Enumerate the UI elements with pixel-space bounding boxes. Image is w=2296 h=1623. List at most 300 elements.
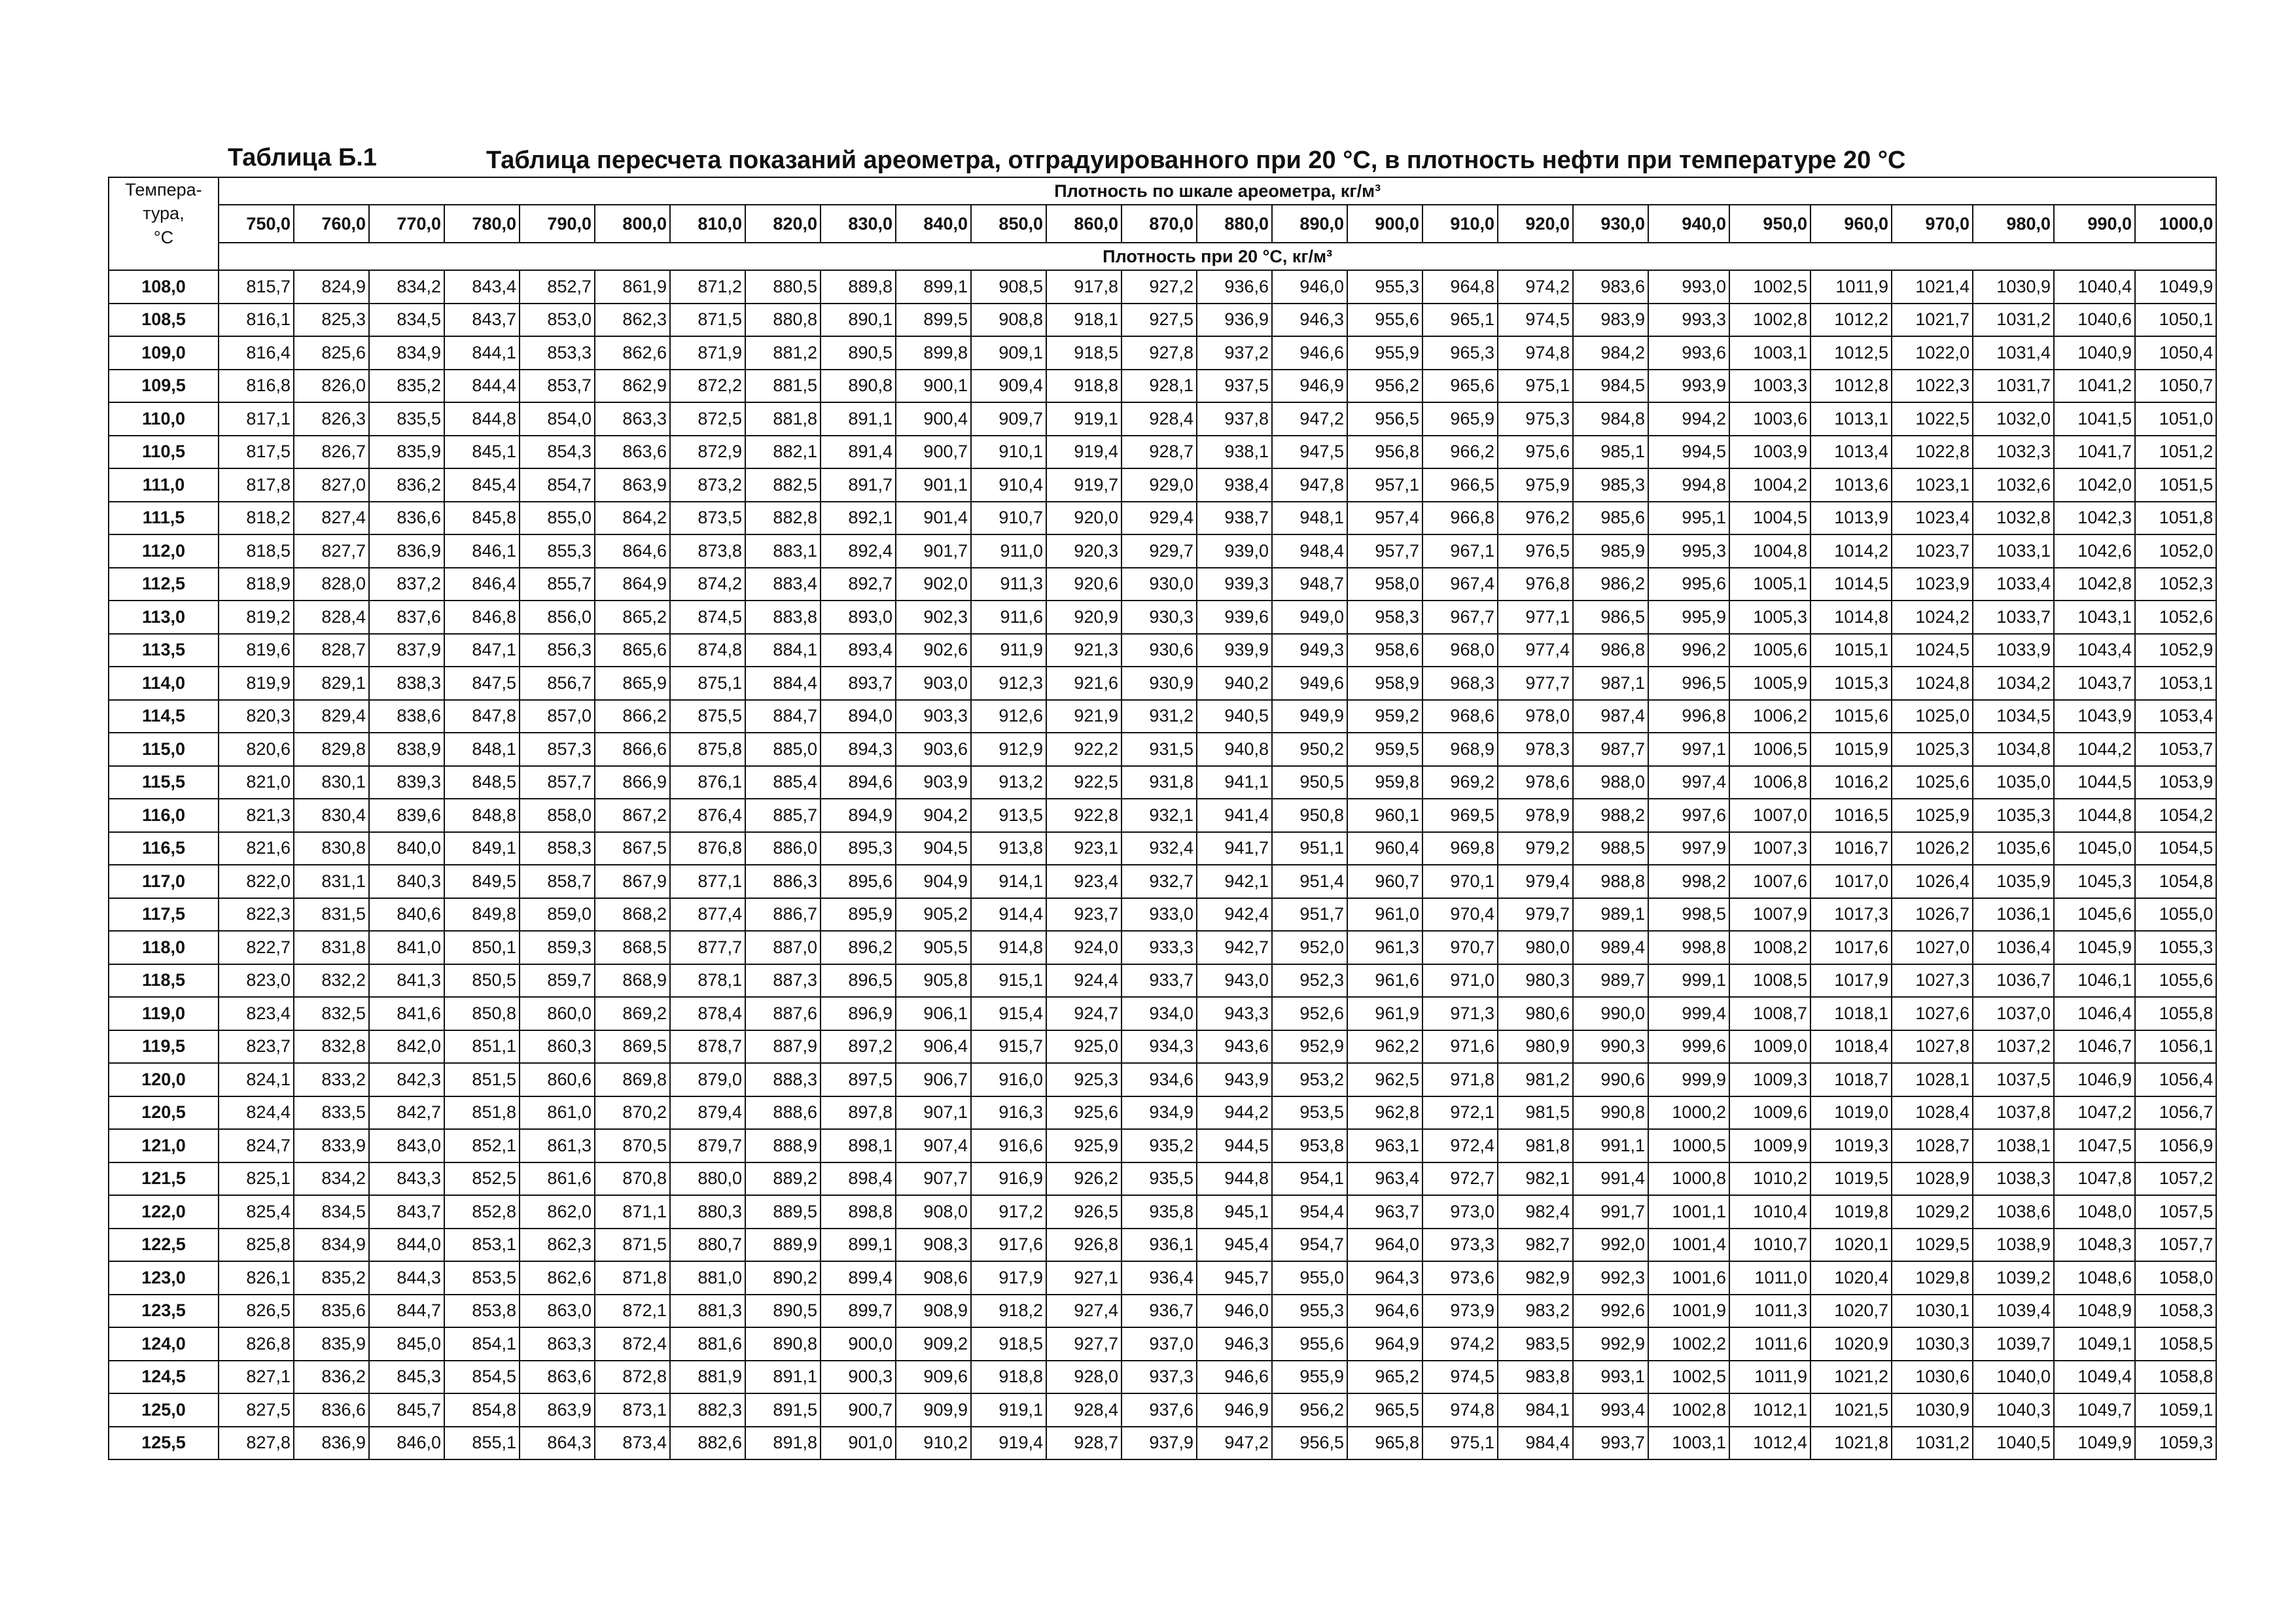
density-value-cell: 907,1 bbox=[896, 1096, 971, 1130]
density-value-cell: 979,7 bbox=[1498, 898, 1573, 932]
density-value-cell: 854,5 bbox=[444, 1361, 520, 1394]
density-value-cell: 1039,4 bbox=[1973, 1295, 2054, 1328]
density-value-cell: 842,3 bbox=[369, 1063, 444, 1096]
density-value-cell: 873,1 bbox=[595, 1393, 670, 1427]
density-value-cell: 950,2 bbox=[1272, 733, 1347, 766]
temperature-cell: 120,0 bbox=[109, 1063, 219, 1096]
density-value-cell: 832,5 bbox=[294, 997, 369, 1030]
density-value-cell: 1051,2 bbox=[2135, 436, 2216, 469]
density-value-cell: 816,8 bbox=[219, 370, 294, 403]
density-value-cell: 817,8 bbox=[219, 468, 294, 502]
density-value-cell: 881,2 bbox=[745, 336, 821, 370]
density-value-cell: 828,0 bbox=[294, 568, 369, 601]
density-value-cell: 933,3 bbox=[1122, 931, 1197, 964]
density-value-cell: 993,3 bbox=[1648, 304, 1729, 337]
density-value-cell: 1020,7 bbox=[1810, 1295, 1892, 1328]
density-value-cell: 1053,7 bbox=[2135, 733, 2216, 766]
density-value-cell: 927,8 bbox=[1122, 336, 1197, 370]
density-value-cell: 1049,7 bbox=[2054, 1393, 2135, 1427]
density-value-cell: 918,2 bbox=[971, 1295, 1046, 1328]
density-value-cell: 918,1 bbox=[1046, 304, 1122, 337]
temperature-cell: 123,5 bbox=[109, 1295, 219, 1328]
density-column-header: 790,0 bbox=[520, 205, 595, 243]
density-value-cell: 882,8 bbox=[745, 502, 821, 535]
density-value-cell: 837,9 bbox=[369, 634, 444, 667]
density-value-cell: 872,2 bbox=[670, 370, 745, 403]
density-value-cell: 829,8 bbox=[294, 733, 369, 766]
density-value-cell: 912,9 bbox=[971, 733, 1046, 766]
density-value-cell: 959,8 bbox=[1347, 766, 1422, 799]
density-value-cell: 1035,6 bbox=[1973, 832, 2054, 865]
density-value-cell: 963,4 bbox=[1347, 1162, 1422, 1196]
density-value-cell: 953,8 bbox=[1272, 1129, 1347, 1162]
density-value-cell: 948,4 bbox=[1272, 534, 1347, 568]
density-value-cell: 1011,0 bbox=[1729, 1261, 1810, 1295]
density-value-cell: 960,4 bbox=[1347, 832, 1422, 865]
density-value-cell: 836,6 bbox=[294, 1393, 369, 1427]
density-value-cell: 956,5 bbox=[1347, 402, 1422, 436]
density-value-cell: 873,5 bbox=[670, 502, 745, 535]
density-value-cell: 863,3 bbox=[595, 402, 670, 436]
density-value-cell: 994,2 bbox=[1648, 402, 1729, 436]
density-value-cell: 947,2 bbox=[1197, 1427, 1272, 1460]
density-value-cell: 965,3 bbox=[1422, 336, 1498, 370]
density-value-cell: 892,7 bbox=[821, 568, 896, 601]
table-row bbox=[109, 402, 2216, 436]
density-value-cell: 904,5 bbox=[896, 832, 971, 865]
density-value-cell: 927,4 bbox=[1046, 1295, 1122, 1328]
density-value-cell: 844,1 bbox=[444, 336, 520, 370]
density-value-cell: 1009,9 bbox=[1729, 1129, 1810, 1162]
density-value-cell: 830,1 bbox=[294, 766, 369, 799]
density-value-cell: 889,5 bbox=[745, 1195, 821, 1229]
density-value-cell: 937,0 bbox=[1122, 1327, 1197, 1361]
density-value-cell: 1035,9 bbox=[1973, 865, 2054, 898]
density-value-cell: 920,0 bbox=[1046, 502, 1122, 535]
density-column-header: 900,0 bbox=[1347, 205, 1422, 243]
density-value-cell: 915,1 bbox=[971, 964, 1046, 998]
density-value-cell: 1028,1 bbox=[1892, 1063, 1973, 1096]
density-value-cell: 898,4 bbox=[821, 1162, 896, 1196]
density-value-cell: 908,6 bbox=[896, 1261, 971, 1295]
density-value-cell: 862,6 bbox=[595, 336, 670, 370]
density-column-header: 970,0 bbox=[1892, 205, 1973, 243]
density-column-header: 980,0 bbox=[1973, 205, 2054, 243]
density-value-cell: 936,4 bbox=[1122, 1261, 1197, 1295]
density-value-cell: 987,1 bbox=[1573, 667, 1648, 700]
density-value-cell: 943,3 bbox=[1197, 997, 1272, 1030]
density-value-cell: 852,7 bbox=[520, 270, 595, 304]
density-column-header: 870,0 bbox=[1122, 205, 1197, 243]
density-value-cell: 949,9 bbox=[1272, 700, 1347, 733]
density-value-cell: 946,9 bbox=[1272, 370, 1347, 403]
density-at-20-header: Плотность при 20 °С, кг/м³ bbox=[219, 243, 2216, 270]
density-value-cell: 910,7 bbox=[971, 502, 1046, 535]
density-value-cell: 863,9 bbox=[595, 468, 670, 502]
table-row bbox=[109, 1195, 2216, 1229]
temperature-cell: 108,5 bbox=[109, 304, 219, 337]
density-value-cell: 964,3 bbox=[1347, 1261, 1422, 1295]
density-value-cell: 928,4 bbox=[1046, 1393, 1122, 1427]
density-value-cell: 920,3 bbox=[1046, 534, 1122, 568]
density-value-cell: 976,8 bbox=[1498, 568, 1573, 601]
density-value-cell: 863,6 bbox=[595, 436, 670, 469]
density-value-cell: 893,0 bbox=[821, 601, 896, 634]
density-value-cell: 926,2 bbox=[1046, 1162, 1122, 1196]
density-value-cell: 1055,6 bbox=[2135, 964, 2216, 998]
density-value-cell: 901,1 bbox=[896, 468, 971, 502]
density-value-cell: 895,6 bbox=[821, 865, 896, 898]
density-value-cell: 932,4 bbox=[1122, 832, 1197, 865]
density-value-cell: 1056,9 bbox=[2135, 1129, 2216, 1162]
density-value-cell: 843,7 bbox=[369, 1195, 444, 1229]
density-value-cell: 938,4 bbox=[1197, 468, 1272, 502]
density-value-cell: 1009,6 bbox=[1729, 1096, 1810, 1130]
density-column-header: 840,0 bbox=[896, 205, 971, 243]
density-value-cell: 835,2 bbox=[369, 370, 444, 403]
density-value-cell: 946,9 bbox=[1197, 1393, 1272, 1427]
density-value-cell: 876,1 bbox=[670, 766, 745, 799]
table-row bbox=[109, 304, 2216, 337]
density-value-cell: 877,7 bbox=[670, 931, 745, 964]
table-row bbox=[109, 1361, 2216, 1394]
density-value-cell: 841,3 bbox=[369, 964, 444, 998]
table-row bbox=[109, 997, 2216, 1030]
density-value-cell: 957,7 bbox=[1347, 534, 1422, 568]
density-value-cell: 964,6 bbox=[1347, 1295, 1422, 1328]
density-value-cell: 852,8 bbox=[444, 1195, 520, 1229]
density-value-cell: 1027,8 bbox=[1892, 1030, 1973, 1064]
density-value-cell: 1011,9 bbox=[1729, 1361, 1810, 1394]
density-value-cell: 988,8 bbox=[1573, 865, 1648, 898]
density-value-cell: 961,6 bbox=[1347, 964, 1422, 998]
density-value-cell: 951,1 bbox=[1272, 832, 1347, 865]
density-value-cell: 871,2 bbox=[670, 270, 745, 304]
density-value-cell: 833,5 bbox=[294, 1096, 369, 1130]
density-value-cell: 826,7 bbox=[294, 436, 369, 469]
density-value-cell: 1037,5 bbox=[1973, 1063, 2054, 1096]
density-value-cell: 999,1 bbox=[1648, 964, 1729, 998]
density-value-cell: 1020,1 bbox=[1810, 1229, 1892, 1262]
density-value-cell: 936,7 bbox=[1122, 1295, 1197, 1328]
density-value-cell: 893,4 bbox=[821, 634, 896, 667]
density-value-cell: 999,4 bbox=[1648, 997, 1729, 1030]
density-value-cell: 909,2 bbox=[896, 1327, 971, 1361]
density-value-cell: 911,3 bbox=[971, 568, 1046, 601]
density-value-cell: 906,7 bbox=[896, 1063, 971, 1096]
density-value-cell: 844,8 bbox=[444, 402, 520, 436]
density-value-cell: 837,2 bbox=[369, 568, 444, 601]
density-value-cell: 1002,5 bbox=[1729, 270, 1810, 304]
density-value-cell: 951,4 bbox=[1272, 865, 1347, 898]
density-value-cell: 917,6 bbox=[971, 1229, 1046, 1262]
density-value-cell: 910,2 bbox=[896, 1427, 971, 1460]
density-value-cell: 848,8 bbox=[444, 799, 520, 832]
density-value-cell: 890,8 bbox=[821, 370, 896, 403]
density-value-cell: 975,6 bbox=[1498, 436, 1573, 469]
density-value-cell: 850,8 bbox=[444, 997, 520, 1030]
density-value-cell: 1007,9 bbox=[1729, 898, 1810, 932]
density-value-cell: 838,9 bbox=[369, 733, 444, 766]
density-value-cell: 977,1 bbox=[1498, 601, 1573, 634]
density-value-cell: 864,2 bbox=[595, 502, 670, 535]
density-value-cell: 1016,5 bbox=[1810, 799, 1892, 832]
density-value-cell: 997,9 bbox=[1648, 832, 1729, 865]
temperature-cell: 117,5 bbox=[109, 898, 219, 932]
density-value-cell: 912,3 bbox=[971, 667, 1046, 700]
density-value-cell: 833,9 bbox=[294, 1129, 369, 1162]
density-value-cell: 961,9 bbox=[1347, 997, 1422, 1030]
density-value-cell: 927,2 bbox=[1122, 270, 1197, 304]
temperature-cell: 110,0 bbox=[109, 402, 219, 436]
density-value-cell: 897,2 bbox=[821, 1030, 896, 1064]
density-value-cell: 1001,4 bbox=[1648, 1229, 1729, 1262]
density-value-cell: 845,8 bbox=[444, 502, 520, 535]
density-value-cell: 852,1 bbox=[444, 1129, 520, 1162]
density-value-cell: 1027,0 bbox=[1892, 931, 1973, 964]
density-value-cell: 846,1 bbox=[444, 534, 520, 568]
density-value-cell: 849,5 bbox=[444, 865, 520, 898]
density-value-cell: 962,2 bbox=[1347, 1030, 1422, 1064]
density-value-cell: 1054,5 bbox=[2135, 832, 2216, 865]
density-value-cell: 891,1 bbox=[745, 1361, 821, 1394]
density-value-cell: 827,7 bbox=[294, 534, 369, 568]
density-value-cell: 975,1 bbox=[1498, 370, 1573, 403]
density-value-cell: 825,1 bbox=[219, 1162, 294, 1196]
density-value-cell: 822,3 bbox=[219, 898, 294, 932]
density-value-cell: 1027,6 bbox=[1892, 997, 1973, 1030]
density-value-cell: 831,1 bbox=[294, 865, 369, 898]
table-row bbox=[109, 601, 2216, 634]
density-value-cell: 903,9 bbox=[896, 766, 971, 799]
table-row bbox=[109, 370, 2216, 403]
density-value-cell: 863,6 bbox=[520, 1361, 595, 1394]
density-value-cell: 1038,1 bbox=[1973, 1129, 2054, 1162]
density-value-cell: 1044,5 bbox=[2054, 766, 2135, 799]
density-value-cell: 874,5 bbox=[670, 601, 745, 634]
density-value-cell: 1014,8 bbox=[1810, 601, 1892, 634]
density-value-cell: 927,1 bbox=[1046, 1261, 1122, 1295]
density-value-cell: 993,4 bbox=[1573, 1393, 1648, 1427]
density-value-cell: 925,0 bbox=[1046, 1030, 1122, 1064]
density-value-cell: 944,5 bbox=[1197, 1129, 1272, 1162]
density-value-cell: 848,1 bbox=[444, 733, 520, 766]
density-value-cell: 985,1 bbox=[1573, 436, 1648, 469]
density-value-cell: 856,7 bbox=[520, 667, 595, 700]
density-value-cell: 972,1 bbox=[1422, 1096, 1498, 1130]
density-value-cell: 868,2 bbox=[595, 898, 670, 932]
density-value-cell: 869,5 bbox=[595, 1030, 670, 1064]
table-row bbox=[109, 1261, 2216, 1295]
table-row bbox=[109, 832, 2216, 865]
density-value-cell: 1015,1 bbox=[1810, 634, 1892, 667]
density-value-cell: 1031,4 bbox=[1973, 336, 2054, 370]
density-value-cell: 949,3 bbox=[1272, 634, 1347, 667]
density-value-cell: 854,1 bbox=[444, 1327, 520, 1361]
density-value-cell: 1019,8 bbox=[1810, 1195, 1892, 1229]
density-value-cell: 884,4 bbox=[745, 667, 821, 700]
density-value-cell: 933,0 bbox=[1122, 898, 1197, 932]
density-column-header: 850,0 bbox=[971, 205, 1046, 243]
density-value-cell: 990,3 bbox=[1573, 1030, 1648, 1064]
density-value-cell: 1012,5 bbox=[1810, 336, 1892, 370]
density-value-cell: 919,4 bbox=[1046, 436, 1122, 469]
density-value-cell: 900,7 bbox=[821, 1393, 896, 1427]
density-value-cell: 955,9 bbox=[1272, 1361, 1347, 1394]
density-value-cell: 818,9 bbox=[219, 568, 294, 601]
density-value-cell: 1029,2 bbox=[1892, 1195, 1973, 1229]
density-value-cell: 1025,3 bbox=[1892, 733, 1973, 766]
density-value-cell: 924,0 bbox=[1046, 931, 1122, 964]
density-value-cell: 870,8 bbox=[595, 1162, 670, 1196]
density-value-cell: 1002,2 bbox=[1648, 1327, 1729, 1361]
density-value-cell: 1051,0 bbox=[2135, 402, 2216, 436]
density-value-cell: 815,7 bbox=[219, 270, 294, 304]
density-value-cell: 997,1 bbox=[1648, 733, 1729, 766]
density-value-cell: 834,5 bbox=[294, 1195, 369, 1229]
density-column-header: 820,0 bbox=[745, 205, 821, 243]
density-value-cell: 881,6 bbox=[670, 1327, 745, 1361]
density-value-cell: 1010,2 bbox=[1729, 1162, 1810, 1196]
density-value-cell: 946,3 bbox=[1197, 1327, 1272, 1361]
density-value-cell: 864,6 bbox=[595, 534, 670, 568]
density-column-header: 860,0 bbox=[1046, 205, 1122, 243]
density-value-cell: 1006,5 bbox=[1729, 733, 1810, 766]
density-value-cell: 899,1 bbox=[821, 1229, 896, 1262]
temperature-cell: 121,0 bbox=[109, 1129, 219, 1162]
density-value-cell: 1005,3 bbox=[1729, 601, 1810, 634]
density-value-cell: 1040,9 bbox=[2054, 336, 2135, 370]
density-value-cell: 925,6 bbox=[1046, 1096, 1122, 1130]
density-column-header: 890,0 bbox=[1272, 205, 1347, 243]
density-value-cell: 973,6 bbox=[1422, 1261, 1498, 1295]
table-row bbox=[109, 733, 2216, 766]
density-value-cell: 885,0 bbox=[745, 733, 821, 766]
density-value-cell: 943,0 bbox=[1197, 964, 1272, 998]
density-value-cell: 921,6 bbox=[1046, 667, 1122, 700]
density-value-cell: 828,7 bbox=[294, 634, 369, 667]
density-value-cell: 983,5 bbox=[1498, 1327, 1573, 1361]
table-row bbox=[109, 336, 2216, 370]
density-value-cell: 882,1 bbox=[745, 436, 821, 469]
density-value-cell: 850,5 bbox=[444, 964, 520, 998]
table-row bbox=[109, 898, 2216, 932]
density-value-cell: 938,1 bbox=[1197, 436, 1272, 469]
density-value-cell: 862,6 bbox=[520, 1261, 595, 1295]
density-value-cell: 1052,3 bbox=[2135, 568, 2216, 601]
density-value-cell: 836,9 bbox=[294, 1427, 369, 1460]
table-row bbox=[109, 964, 2216, 998]
density-value-cell: 862,3 bbox=[595, 304, 670, 337]
density-value-cell: 988,0 bbox=[1573, 766, 1648, 799]
density-value-cell: 1021,4 bbox=[1892, 270, 1973, 304]
density-value-cell: 956,2 bbox=[1347, 370, 1422, 403]
density-value-cell: 888,6 bbox=[745, 1096, 821, 1130]
density-value-cell: 1013,1 bbox=[1810, 402, 1892, 436]
density-value-cell: 821,3 bbox=[219, 799, 294, 832]
temperature-cell: 114,5 bbox=[109, 700, 219, 733]
density-value-cell: 916,0 bbox=[971, 1063, 1046, 1096]
density-value-cell: 917,8 bbox=[1046, 270, 1122, 304]
density-value-cell: 984,4 bbox=[1498, 1427, 1573, 1460]
density-value-cell: 863,3 bbox=[520, 1327, 595, 1361]
density-value-cell: 958,0 bbox=[1347, 568, 1422, 601]
density-value-cell: 1005,1 bbox=[1729, 568, 1810, 601]
density-value-cell: 1038,3 bbox=[1973, 1162, 2054, 1196]
density-value-cell: 854,8 bbox=[444, 1393, 520, 1427]
density-value-cell: 1002,8 bbox=[1648, 1393, 1729, 1427]
density-value-cell: 894,6 bbox=[821, 766, 896, 799]
density-value-cell: 1014,5 bbox=[1810, 568, 1892, 601]
density-value-cell: 1035,3 bbox=[1973, 799, 2054, 832]
density-value-cell: 944,2 bbox=[1197, 1096, 1272, 1130]
density-value-cell: 843,0 bbox=[369, 1129, 444, 1162]
density-value-cell: 875,1 bbox=[670, 667, 745, 700]
density-value-cell: 1023,9 bbox=[1892, 568, 1973, 601]
density-value-cell: 843,7 bbox=[444, 304, 520, 337]
density-value-cell: 1022,0 bbox=[1892, 336, 1973, 370]
density-value-cell: 872,4 bbox=[595, 1327, 670, 1361]
density-value-cell: 972,4 bbox=[1422, 1129, 1498, 1162]
density-value-cell: 895,9 bbox=[821, 898, 896, 932]
density-value-cell: 903,6 bbox=[896, 733, 971, 766]
density-value-cell: 917,9 bbox=[971, 1261, 1046, 1295]
density-value-cell: 1027,3 bbox=[1892, 964, 1973, 998]
density-value-cell: 969,8 bbox=[1422, 832, 1498, 865]
density-value-cell: 860,6 bbox=[520, 1063, 595, 1096]
density-value-cell: 895,3 bbox=[821, 832, 896, 865]
density-value-cell: 868,5 bbox=[595, 931, 670, 964]
density-value-cell: 871,9 bbox=[670, 336, 745, 370]
density-value-cell: 887,0 bbox=[745, 931, 821, 964]
density-value-cell: 955,6 bbox=[1272, 1327, 1347, 1361]
density-value-cell: 881,8 bbox=[745, 402, 821, 436]
density-value-cell: 1048,6 bbox=[2054, 1261, 2135, 1295]
density-value-cell: 1050,4 bbox=[2135, 336, 2216, 370]
density-value-cell: 1059,1 bbox=[2135, 1393, 2216, 1427]
density-value-cell: 910,1 bbox=[971, 436, 1046, 469]
density-value-cell: 836,2 bbox=[369, 468, 444, 502]
density-value-cell: 917,2 bbox=[971, 1195, 1046, 1229]
table-row bbox=[109, 667, 2216, 700]
temperature-header-line-2: тура, bbox=[143, 203, 185, 224]
density-value-cell: 1052,9 bbox=[2135, 634, 2216, 667]
density-value-cell: 952,0 bbox=[1272, 931, 1347, 964]
density-value-cell: 1012,1 bbox=[1729, 1393, 1810, 1427]
density-value-cell: 852,5 bbox=[444, 1162, 520, 1196]
density-value-cell: 816,4 bbox=[219, 336, 294, 370]
density-value-cell: 989,1 bbox=[1573, 898, 1648, 932]
density-value-cell: 1009,3 bbox=[1729, 1063, 1810, 1096]
density-value-cell: 1043,1 bbox=[2054, 601, 2135, 634]
density-value-cell: 838,6 bbox=[369, 700, 444, 733]
density-value-cell: 995,9 bbox=[1648, 601, 1729, 634]
density-value-cell: 945,4 bbox=[1197, 1229, 1272, 1262]
density-value-cell: 892,1 bbox=[821, 502, 896, 535]
density-value-cell: 1004,5 bbox=[1729, 502, 1810, 535]
density-value-cell: 894,3 bbox=[821, 733, 896, 766]
density-value-cell: 1033,4 bbox=[1973, 568, 2054, 601]
density-value-cell: 929,4 bbox=[1122, 502, 1197, 535]
density-value-cell: 1020,9 bbox=[1810, 1327, 1892, 1361]
density-value-cell: 827,5 bbox=[219, 1393, 294, 1427]
density-value-cell: 840,6 bbox=[369, 898, 444, 932]
density-value-cell: 962,8 bbox=[1347, 1096, 1422, 1130]
density-value-cell: 905,2 bbox=[896, 898, 971, 932]
density-value-cell: 1053,1 bbox=[2135, 667, 2216, 700]
density-value-cell: 935,8 bbox=[1122, 1195, 1197, 1229]
density-value-cell: 873,4 bbox=[595, 1427, 670, 1460]
